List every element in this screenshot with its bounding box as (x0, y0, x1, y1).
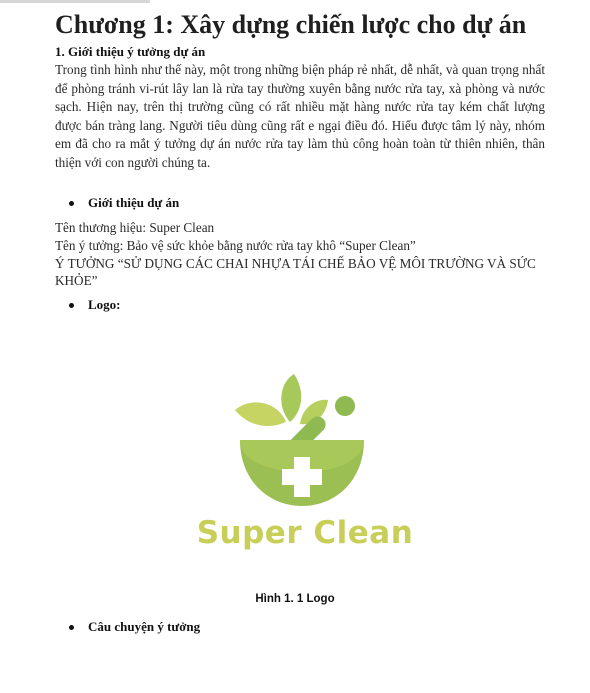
leaf-left-icon (235, 402, 286, 426)
chapter-title: Chương 1: Xây dựng chiến lược cho dự án (55, 10, 527, 39)
bullet-project-intro (72, 195, 179, 211)
figure-caption: Hình 1. 1 Logo (255, 593, 335, 605)
idea-slogan: Ý TƯỞNG “SỬ DỤNG CÁC CHAI NHỰA TÁI CHẾ BẢO VỆ MÔI TRƯỜNG VÀ SỨC KHỎE” (55, 256, 536, 288)
bullet-logo-label: Logo: (88, 297, 121, 312)
bullet-idea-story (72, 619, 200, 635)
idea-name-line: Tên ý tưởng: Bảo vệ sức khỏe bằng nước rửa tay khô “Super Clean” (55, 238, 416, 253)
section-title: 1. Giới thiệu ý tưởng dự án (55, 44, 206, 59)
header-rule (0, 0, 150, 3)
intro-paragraph: Trong tình hình như thế này, một trong những biện pháp rẻ nhất, dễ nhất, và quan trọng nhất để phòng tránh vi-rút lây lan là rửa tay thường xuyên bằng nước rửa tay, xà phòng và nước sạch. Hiện nay, trên thị trường cũng có rất nhiều mặt hàng nước rửa tay kém chất lượng được bán tràng lang. Người tiêu dùng cũng rất e ngại điều đó. Hiểu được tâm lý này, nhóm em đã cho ra mắt ý tưởng dự án nước rửa tay làm thủ công hoàn toàn từ thiên nhiên, thân thiện với con người chúng ta. (55, 62, 545, 170)
brand-name-line: Tên thương hiệu: Super Clean (55, 220, 215, 235)
bullet-logo (72, 297, 121, 313)
logo-wordmark: Super Clean (196, 515, 414, 551)
bullet-project-intro-label: Giới thiệu dự án (88, 195, 180, 210)
pestle-head (335, 396, 355, 416)
leaf-center-icon (281, 374, 301, 422)
bullet-idea-story-label: Câu chuyện ý tưởng (88, 619, 201, 634)
